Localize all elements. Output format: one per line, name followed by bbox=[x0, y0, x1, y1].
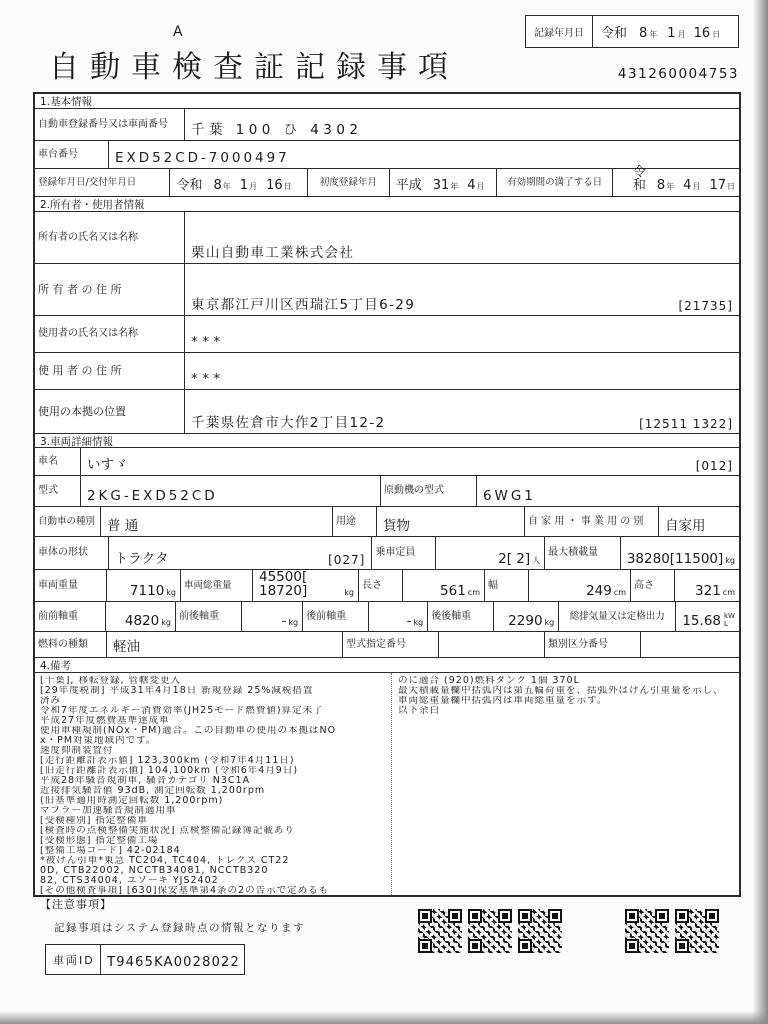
vehicle-name-cell bbox=[81, 448, 739, 475]
record-date-label: 記録年月日 bbox=[526, 16, 593, 47]
remarks-right-column bbox=[391, 673, 739, 895]
fuel-label: 燃料の種類 bbox=[35, 632, 107, 657]
owner-name-label: 所有者の氏名又は名称 bbox=[35, 212, 185, 263]
remarks-line: (旧基準適用時測定回転数 1,200rpm) bbox=[40, 796, 224, 806]
base-location-value: 千葉県佐倉市大作2丁目12-2 bbox=[191, 414, 386, 431]
user-address-label: 使 用 者 の 住 所 bbox=[35, 353, 185, 389]
height-label: 高さ bbox=[631, 570, 675, 601]
axle-row bbox=[35, 602, 739, 632]
axle-front-rear-label: 前後軸重 bbox=[176, 602, 242, 631]
body-shape-cell bbox=[109, 537, 373, 569]
body-shape-value: トラクタ bbox=[114, 550, 169, 567]
class-no-value bbox=[641, 632, 739, 657]
remarks-line: 使用車種規制(NOx・PM)適合。この自動車の使用の本拠はNO bbox=[40, 726, 337, 736]
power-value: 15.68 bbox=[682, 612, 721, 629]
kind-row bbox=[35, 507, 739, 537]
weight-row bbox=[35, 570, 739, 602]
notes-title: 【注意事項】 bbox=[40, 898, 112, 911]
user-address-row bbox=[35, 353, 739, 390]
base-location-code: [12511 1322] bbox=[639, 417, 733, 431]
capacity-value: 2[ 2] bbox=[498, 550, 531, 567]
remarks-line: [その他検査事項] [630]保安基準第4条の2の告示で定めるも bbox=[40, 886, 330, 895]
axle-rear-front-value-cell: - kg bbox=[369, 602, 429, 631]
vehicle-name-label: 車名 bbox=[35, 448, 81, 475]
user-name-value: *** bbox=[191, 333, 225, 350]
vehicle-name-value: いすゞ bbox=[87, 456, 128, 473]
vehicle-id-value: T9465KA0028022 bbox=[107, 955, 240, 970]
max-load-label: 最大積載量 bbox=[545, 537, 621, 569]
remarks-line: 近接排気騒音値 93dB, 測定回転数 1,200rpm bbox=[40, 786, 266, 796]
remarks-line: [走行距離計表示値] 123,300km (令和7年4月11日) bbox=[40, 756, 295, 766]
record-date-value: 令和 8 年 1 月 16 日 bbox=[593, 16, 738, 47]
owner-name-row bbox=[35, 212, 739, 264]
remarks-line: のに適合 (920)燃料タンク 1個 370L bbox=[398, 676, 580, 686]
remarks-box bbox=[35, 673, 739, 895]
body-shape-row bbox=[35, 537, 739, 570]
qr-code-group-right bbox=[625, 909, 719, 953]
qr-code bbox=[468, 909, 512, 953]
page-title: 自動車検査証記録事項 bbox=[49, 50, 459, 85]
remarks-line: 済み bbox=[40, 696, 62, 706]
section-title-details: 3.車両詳細情報 bbox=[35, 434, 739, 448]
use-value: 貨物 bbox=[377, 507, 525, 536]
axle-front-front-value-cell: 4820 kg bbox=[106, 602, 176, 631]
plate-label: 自動車登録番号又は車両番号 bbox=[35, 109, 185, 140]
vehicle-name-row bbox=[35, 448, 739, 476]
model-row bbox=[35, 476, 739, 507]
owner-name-value: 栗山自動車工業株式会社 bbox=[191, 244, 355, 261]
remarks-line: 平成28年騒音規制車, 騒音カテゴリ N3C1A bbox=[40, 776, 251, 786]
axle-rear-rear-value-cell: 2290 kg bbox=[494, 602, 560, 631]
doc-number: 431260004753 bbox=[617, 66, 739, 82]
qr-code bbox=[675, 909, 719, 953]
remarks-line: [旧走行距離計表示値] 104,100km (令和6年4月9日) bbox=[40, 766, 299, 776]
fuel-value: 軽油 bbox=[107, 632, 343, 657]
notes-line: 記録事項はシステム登録時点の情報となります bbox=[54, 922, 305, 934]
type-designation-value bbox=[439, 632, 545, 657]
power-unit: kW L bbox=[724, 612, 735, 628]
use-label: 用途 bbox=[333, 507, 377, 536]
user-address-value: *** bbox=[191, 370, 225, 387]
user-name-label: 使用者の氏名又は名称 bbox=[35, 316, 185, 352]
remarks-line: 令和7年度エネルギー消費効率(JH25モード燃費値)算定未了 bbox=[40, 706, 324, 716]
ownership-value: 自家用 bbox=[665, 517, 706, 534]
main-table bbox=[33, 92, 741, 897]
section-title-basic: 1.基本情報 bbox=[35, 94, 739, 109]
vehicle-weight-label: 車両重量 bbox=[35, 570, 107, 601]
remarks-line: 以下余白 bbox=[398, 706, 441, 716]
power-value-cell bbox=[676, 602, 739, 631]
remarks-line: 速度抑制装置付 bbox=[40, 746, 114, 756]
registration-date-value: 令和 8 年 1 月 16 日 bbox=[170, 169, 308, 196]
max-load-value-cell: 38280[11500] kg bbox=[626, 550, 735, 567]
ownership-label: 自 家 用 ・ 事 業 用 の 別 bbox=[525, 507, 659, 536]
remarks-line: [整備工場コード] 42-02184 bbox=[40, 846, 181, 856]
length-label: 長さ bbox=[359, 570, 403, 601]
remarks-line: 車両総重量欄中括弧内は車両総重量を示す。 bbox=[398, 696, 608, 706]
remarks-line: [千葉], 移転登録, 管轄変更入 bbox=[40, 676, 181, 686]
vehicle-id-box bbox=[45, 944, 245, 975]
section-title-remarks: 4.備考 bbox=[35, 658, 739, 673]
remarks-left-column bbox=[35, 673, 391, 895]
remarks-line: *被けん引車*東急 TC204, TC404, トレクス CT22 bbox=[40, 856, 290, 866]
expiry-date-label: 有効期間の満了する日 bbox=[497, 169, 613, 196]
body-shape-code: [027] bbox=[328, 553, 366, 567]
length-value-cell: 561 cm bbox=[403, 570, 485, 601]
page-mark: A bbox=[173, 24, 183, 40]
kind-label: 自動車の種別 bbox=[35, 507, 101, 536]
owner-address-value: 東京都江戸川区西瑞江5丁目6-29 bbox=[191, 296, 416, 313]
width-label: 幅 bbox=[485, 570, 529, 601]
qr-code-group-left bbox=[418, 909, 562, 953]
capacity-value-cell: 2[ 2] 人 bbox=[436, 537, 545, 569]
owner-address-code: [21735] bbox=[678, 299, 733, 313]
record-date-box bbox=[525, 15, 739, 48]
scan-edge-right bbox=[752, 0, 768, 1024]
notes-block bbox=[40, 896, 305, 935]
registration-date-label: 登録年月日/交付年月日 bbox=[35, 169, 170, 196]
axle-front-rear-value-cell: - kg bbox=[242, 602, 304, 631]
owner-address-value-cell bbox=[185, 264, 739, 315]
engine-model-value: 6WG1 bbox=[483, 487, 536, 504]
base-location-value-cell bbox=[185, 390, 739, 433]
model-label: 型式 bbox=[35, 476, 81, 506]
capacity-label: 乗車定員 bbox=[372, 537, 436, 569]
remarks-line: [受検種別] 指定整備車 bbox=[40, 816, 148, 826]
owner-address-row bbox=[35, 264, 739, 316]
base-location-label: 使用の本拠の位置 bbox=[35, 390, 185, 433]
first-registration-label: 初度登録年月 bbox=[308, 169, 390, 196]
height-value-cell: 321 cm bbox=[695, 582, 735, 599]
plate-value: 千葉 100 ひ 4302 bbox=[191, 121, 363, 138]
first-registration-value: 平成 31 年 4 月 bbox=[390, 169, 498, 196]
qr-code bbox=[418, 909, 462, 953]
max-load-value: 38280[11500] bbox=[626, 550, 724, 567]
width-value-cell: 249 cm bbox=[529, 570, 631, 601]
owner-address-label: 所 有 者 の 住 所 bbox=[35, 264, 185, 315]
gross-weight-label: 車両総重量 bbox=[181, 570, 253, 601]
chassis-value: EXD52CD-7000497 bbox=[115, 149, 290, 166]
vehicle-weight-value-cell: 7110 kg bbox=[107, 570, 181, 601]
remarks-line: x・PM対策地域内です。 bbox=[40, 736, 157, 746]
document-content bbox=[33, 0, 741, 897]
qr-code bbox=[625, 909, 669, 953]
vehicle-name-code: [012] bbox=[695, 459, 733, 473]
remarks-line: 最大積載量欄中括弧内は第五輪荷重を、括弧外はけん引重量を示し、 bbox=[398, 686, 724, 696]
body-shape-label: 車体の形状 bbox=[35, 537, 109, 569]
remarks-line: [検査時の点検整備実施状況] 点検整備記録簿記載あり bbox=[40, 826, 295, 836]
remarks-line: [29年度税制] 平成31年4月18日 新規登録 25%減税措置 bbox=[40, 686, 314, 696]
kind-value: 普 通 bbox=[101, 507, 333, 536]
model-value: 2KG-EXD52CD bbox=[81, 476, 381, 506]
record-date-era: 令和 bbox=[601, 26, 628, 41]
expiry-date-value: 令和 8 年 4 月 17 日 bbox=[632, 165, 735, 193]
user-name-row bbox=[35, 316, 739, 353]
document-header bbox=[33, 0, 741, 92]
vehicle-id-label: 車両ID bbox=[46, 945, 101, 974]
type-designation-label: 型式指定番号 bbox=[343, 632, 439, 657]
remarks-line: 0D, CTB22002, NCCTB34081, NCCTB320 bbox=[40, 866, 269, 876]
dates-row bbox=[35, 165, 739, 197]
section-title-owner: 2.所有者・使用者情報 bbox=[35, 197, 739, 212]
axle-front-front-label: 前前軸重 bbox=[35, 602, 106, 631]
gross-weight-value-cell: 45500[ 18720] kg bbox=[253, 570, 359, 601]
axle-rear-front-label: 後前軸重 bbox=[303, 602, 369, 631]
power-label: 総排気量又は定格出力 bbox=[559, 602, 676, 631]
remarks-line: 平成27年度燃費基準達成車 bbox=[40, 716, 170, 726]
engine-model-label: 原動機の型式 bbox=[381, 476, 477, 506]
base-location-row bbox=[35, 390, 739, 434]
scan-edge-bottom bbox=[0, 1011, 768, 1024]
fuel-row bbox=[35, 632, 739, 658]
qr-code bbox=[518, 909, 562, 953]
remarks-line: 82, CTS34004, ユソーキ YJS2402 bbox=[40, 876, 219, 886]
plate-row bbox=[35, 109, 739, 141]
class-no-label: 類別区分番号 bbox=[545, 632, 641, 657]
chassis-label: 車台番号 bbox=[35, 141, 109, 168]
remarks-line: [受検形態] 指定整備工場 bbox=[40, 836, 159, 846]
remarks-line: マフラー加速騒音規制適用車 bbox=[40, 806, 177, 816]
axle-rear-rear-label: 後後軸重 bbox=[428, 602, 494, 631]
